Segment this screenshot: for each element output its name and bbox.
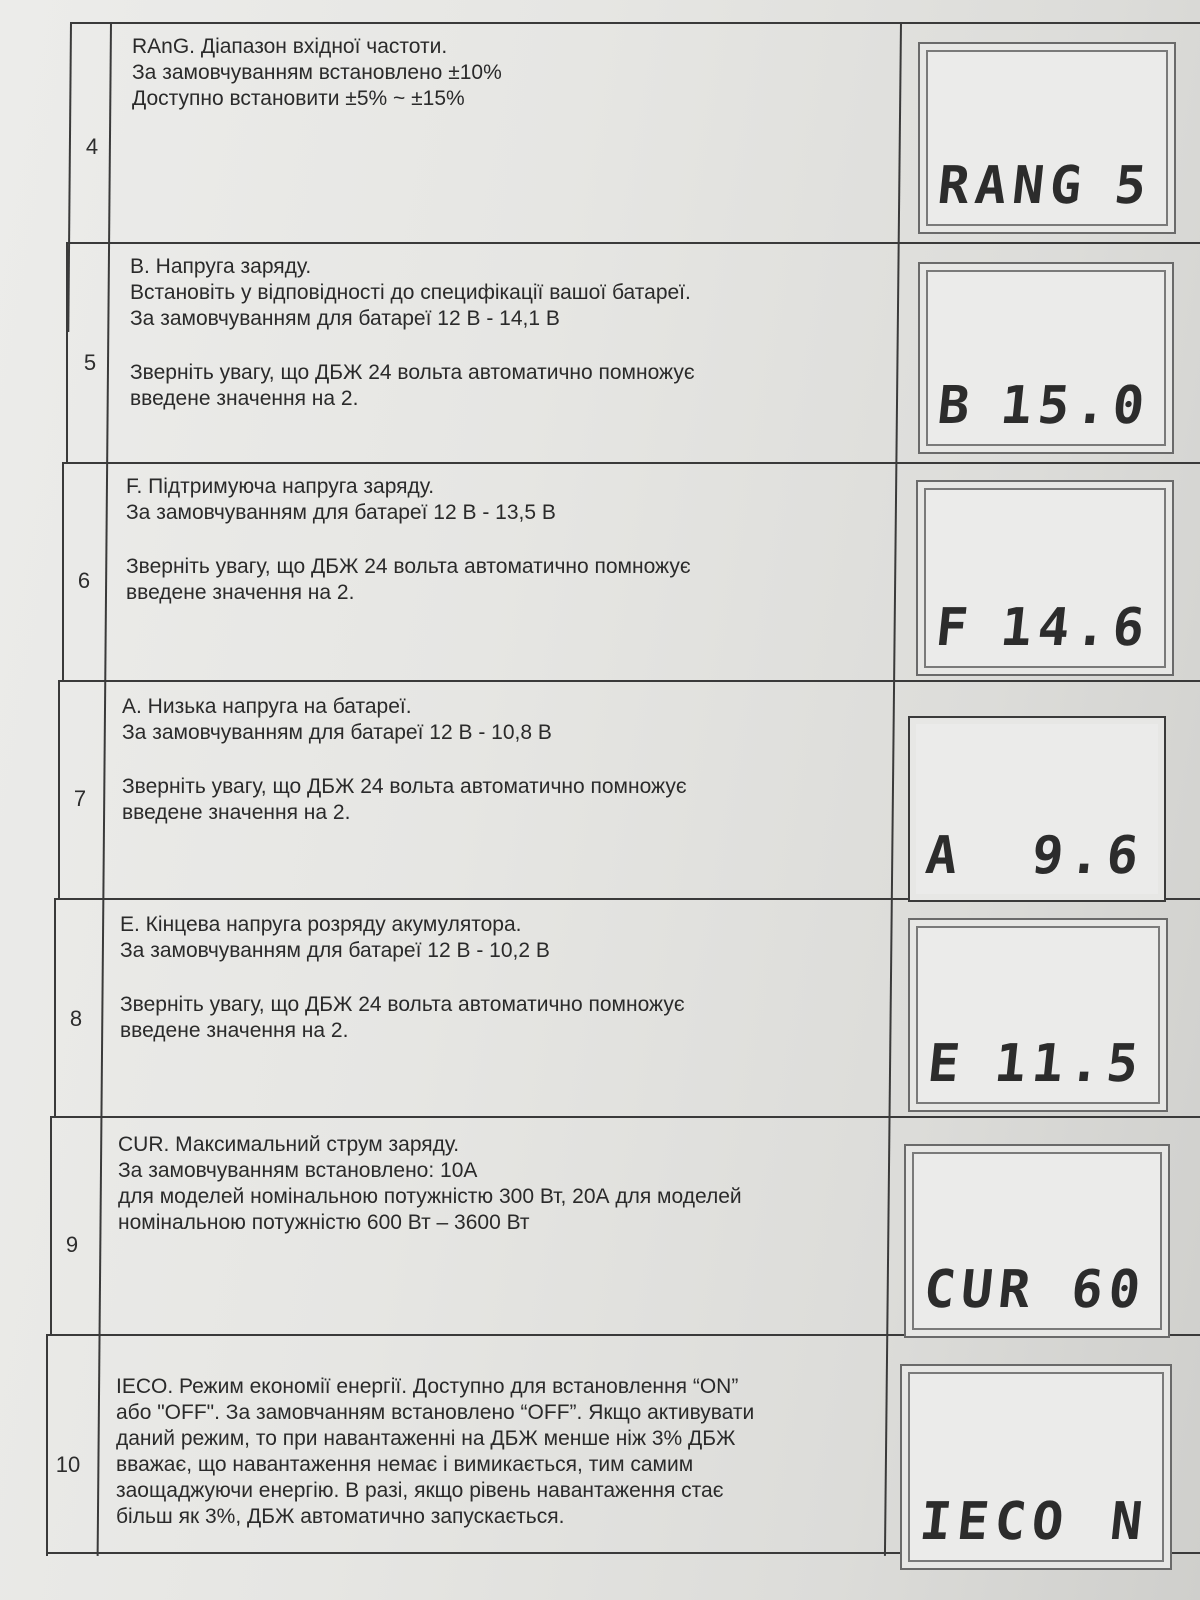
lcd-screen (926, 270, 1166, 446)
lcd-code: A (922, 826, 967, 886)
lcd-display (900, 1364, 1172, 1570)
row-number: 6 (77, 568, 91, 593)
lcd-screen (916, 724, 1158, 894)
row-number: 5 (83, 350, 97, 375)
table-border-left (46, 1334, 48, 1556)
row-number: 10 (55, 1452, 81, 1477)
lcd-value: 14.6 (997, 598, 1154, 658)
lcd-code: RANG (934, 156, 1091, 216)
row-description: RAnG. Діапазон вхідної частоти. За замовчуванням встановлено ±10% Доступно встановити ±5% ~ ±15% (132, 35, 502, 110)
lcd-screen (908, 1372, 1164, 1562)
lcd-display (918, 262, 1174, 454)
row-number: 7 (73, 786, 87, 811)
lcd-display (918, 42, 1176, 234)
row-number: 8 (69, 1006, 83, 1031)
lcd-readout (921, 1260, 1149, 1320)
row-description: В. Напруга заряду. Встановіть у відповідності до специфікації вашої батареї. За замовчуванням для батареї 12 В - 14,1 В Зверніть увагу, що ДБЖ 24 вольта автоматично помножує введене значення на 2. (130, 255, 695, 410)
lcd-code: B (934, 376, 979, 436)
lcd-code: CUR (920, 1260, 1040, 1320)
lcd-value: 5 (1111, 156, 1156, 216)
lcd-code: E (924, 1034, 969, 1094)
lcd-screen (926, 50, 1168, 226)
lcd-value: 15.0 (997, 376, 1154, 436)
lcd-readout (933, 598, 1153, 658)
row-description: CUR. Максимальний струм заряду. За замовчуванням встановлено: 10А для моделей номінальною потужністю 300 Вт, 20А для моделей номінальною потужністю 600 Вт – 3600 Вт (118, 1133, 742, 1234)
lcd-display (904, 1144, 1170, 1338)
table-border-left (50, 1116, 52, 1336)
lcd-value: 60 (1068, 1260, 1150, 1320)
row-description: F. Підтримуюча напруга заряду. За замовчуванням для батареї 12 В - 13,5 В Зверніть увагу, що ДБЖ 24 вольта автоматично помножує введене значення на 2. (126, 475, 691, 604)
row-number: 4 (85, 134, 99, 159)
lcd-display (916, 480, 1174, 676)
lcd-readout (923, 826, 1147, 886)
lcd-readout (917, 1492, 1151, 1552)
lcd-value: N (1107, 1492, 1152, 1552)
lcd-readout (935, 376, 1153, 436)
lcd-readout (935, 156, 1155, 216)
lcd-code: IECO (916, 1492, 1073, 1552)
lcd-display (908, 918, 1168, 1112)
row-number: 9 (65, 1232, 79, 1257)
lcd-display (908, 716, 1166, 902)
lcd-readout (925, 1034, 1147, 1094)
row-description: А. Низька напруга на батареї. За замовчуванням для батареї 12 В - 10,8 В Зверніть увагу, що ДБЖ 24 вольта автоматично помножує введене значення на 2. (122, 695, 687, 824)
lcd-screen (916, 926, 1160, 1104)
lcd-value: 9.6 (1028, 826, 1148, 886)
lcd-code: F (932, 598, 977, 658)
row-description: Е. Кінцева напруга розряду акумулятора. За замовчуванням для батареї 12 В - 10,2 В Зверніть увагу, що ДБЖ 24 вольта автоматично помножує введене значення на 2. (120, 913, 685, 1042)
table-border-left (66, 242, 68, 462)
lcd-value: 11.5 (991, 1034, 1148, 1094)
row-description: IECO. Режим економії енергії. Доступно для встановлення “ON” або "OFF". За замовчанням встановлено “OFF”. Якщо активувати даний режим, то при навантаженні на ДБЖ менше ніж 3% ДБЖ вважає, що навантаження немає і вимикається, тим самим заощаджуючи енергію. В разі, якщо рівень навантаження стає більш як 3%, ДБЖ автоматично запускається. (116, 1375, 755, 1528)
lcd-screen (924, 488, 1166, 668)
lcd-screen (912, 1152, 1162, 1330)
